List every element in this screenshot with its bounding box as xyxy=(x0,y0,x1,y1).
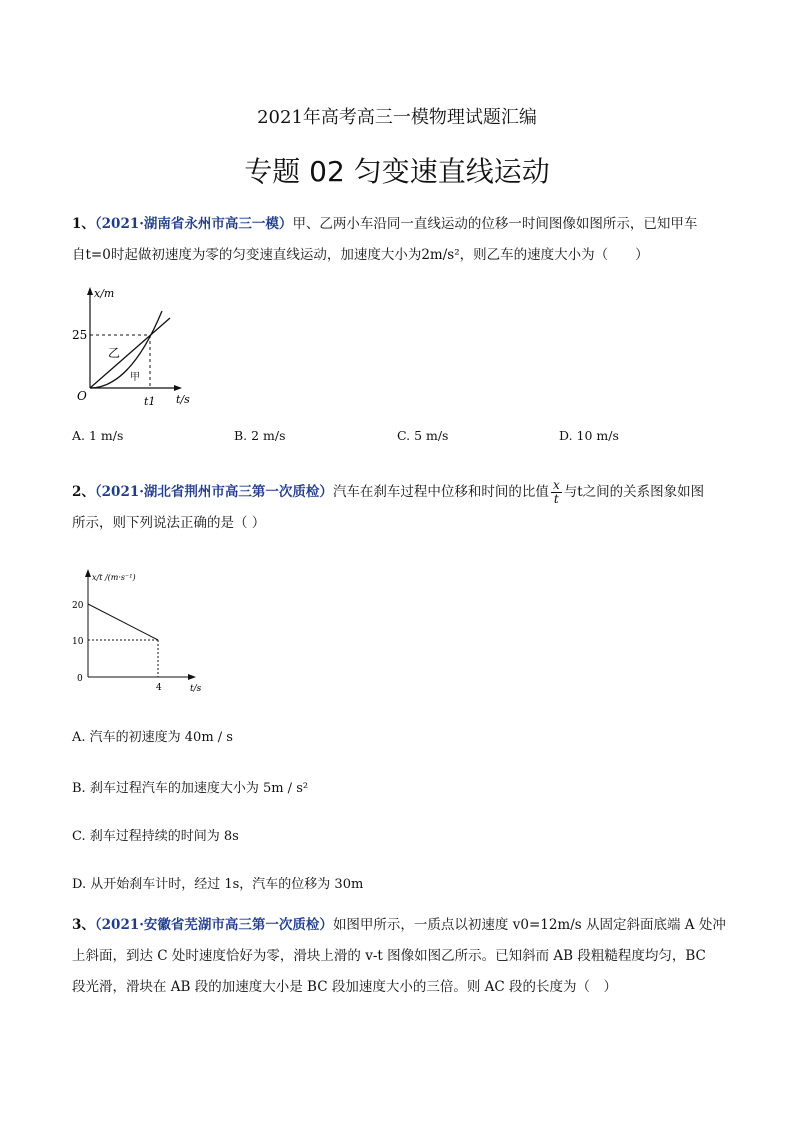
q1-x-arrow xyxy=(174,385,182,391)
q2-y-arrow xyxy=(85,569,91,577)
question-3-source: （2021·安徽省芜湖市高三第一次质检） xyxy=(94,917,333,933)
q2-x-tick-4: 4 xyxy=(156,683,162,693)
question-1-line-1 xyxy=(72,209,732,240)
question-1-number: 1、 xyxy=(72,216,95,232)
question-2-graph xyxy=(70,562,220,697)
q2-option-b[interactable]: B. 刹车过程汽车的加速度大小为 5m / s² xyxy=(72,781,309,796)
q1-y-arrow xyxy=(87,287,93,295)
q1-label-jia: 甲 xyxy=(130,372,140,383)
q1-x-tick-t1: t1 xyxy=(144,395,156,408)
question-1-source: （2021·湖南省永州市高三一模） xyxy=(94,216,293,232)
question-3-number: 3、 xyxy=(72,917,95,933)
q2-option-a[interactable]: A. 汽车的初速度为 40m / s xyxy=(72,730,233,745)
question-2-number: 2、 xyxy=(72,484,95,500)
q2-option-d[interactable]: D. 从开始刹车计时，经过 1s，汽车的位移为 30m xyxy=(72,877,364,892)
q2-option-c[interactable]: C. 刹车过程持续的时间为 8s xyxy=(72,829,239,844)
question-2-stem-1a: 汽车在刹车过程中位移和时间的比值 xyxy=(332,484,549,500)
question-1-stem-2: 自t=0时起做初速度为零的匀变速直线运动，加速度大小为2m/s²，则乙车的速度大小为（ ） xyxy=(72,247,649,263)
q1-option-d[interactable]: D. 10 m/s xyxy=(559,428,619,443)
q2-y-tick-10: 10 xyxy=(72,637,84,647)
question-2-stem-1b: 与t之间的关系图象如图 xyxy=(563,484,705,500)
question-1-stem-1: 甲、乙两小车沿同一直线运动的位移一时间图像如图所示，已知甲车 xyxy=(292,216,698,232)
q1-origin-label: O xyxy=(77,389,87,403)
q1-y-tick-25: 25 xyxy=(72,328,88,342)
q1-curve-jia xyxy=(90,311,162,388)
q1-label-yi: 乙 xyxy=(108,346,121,360)
question-1-text xyxy=(72,209,732,271)
q2-y-axis-label: x/t /(m·s⁻¹) xyxy=(92,573,136,582)
document-subtitle: 2021年高考高三一模物理试题汇编 xyxy=(257,107,537,128)
q2-x-arrow xyxy=(188,674,196,680)
q1-y-axis-label: x/m xyxy=(94,287,115,300)
question-3-stem-3: 段光滑，滑块在 AB 段的加速度大小是 BC 段加速度大小的三倍。则 AC 段的长度为（ ） xyxy=(72,979,617,995)
q2-fraction-x-over-t: $\frac{x}{t}$ xyxy=(552,478,560,506)
question-2-line-1 xyxy=(72,477,732,508)
question-3-text xyxy=(72,910,732,1003)
document-title: 专题 02 匀变速直线运动 xyxy=(244,155,550,188)
q2-x-axis-label: t/s xyxy=(190,684,202,694)
question-3-line-1 xyxy=(72,910,732,941)
q1-x-axis-label: t/s xyxy=(176,393,190,406)
q2-data-line xyxy=(88,604,158,640)
question-2-source: （2021·湖北省荆州市高三第一次质检） xyxy=(94,484,333,500)
q2-y-tick-20: 20 xyxy=(72,601,84,611)
question-1-graph xyxy=(70,282,200,412)
question-2-text xyxy=(72,477,732,539)
q1-option-a[interactable]: A. 1 m/s xyxy=(72,428,124,443)
question-2-stem-2: 所示，则下列说法正确的是（ ） xyxy=(72,515,266,531)
q1-option-b[interactable]: B. 2 m/s xyxy=(234,428,286,443)
question-3-stem-1: 如图甲所示，一质点以初速度 v0=12m/s 从固定斜面底端 A 处冲 xyxy=(332,917,726,933)
question-3-stem-2: 上斜面，到达 C 处时速度恰好为零，滑块上滑的 v-t 图像如图乙所示。已知斜而 AB 段粗糙程度均匀，BC xyxy=(72,948,706,964)
q1-option-c[interactable]: C. 5 m/s xyxy=(397,428,449,443)
q2-y-tick-0: 0 xyxy=(77,674,83,684)
